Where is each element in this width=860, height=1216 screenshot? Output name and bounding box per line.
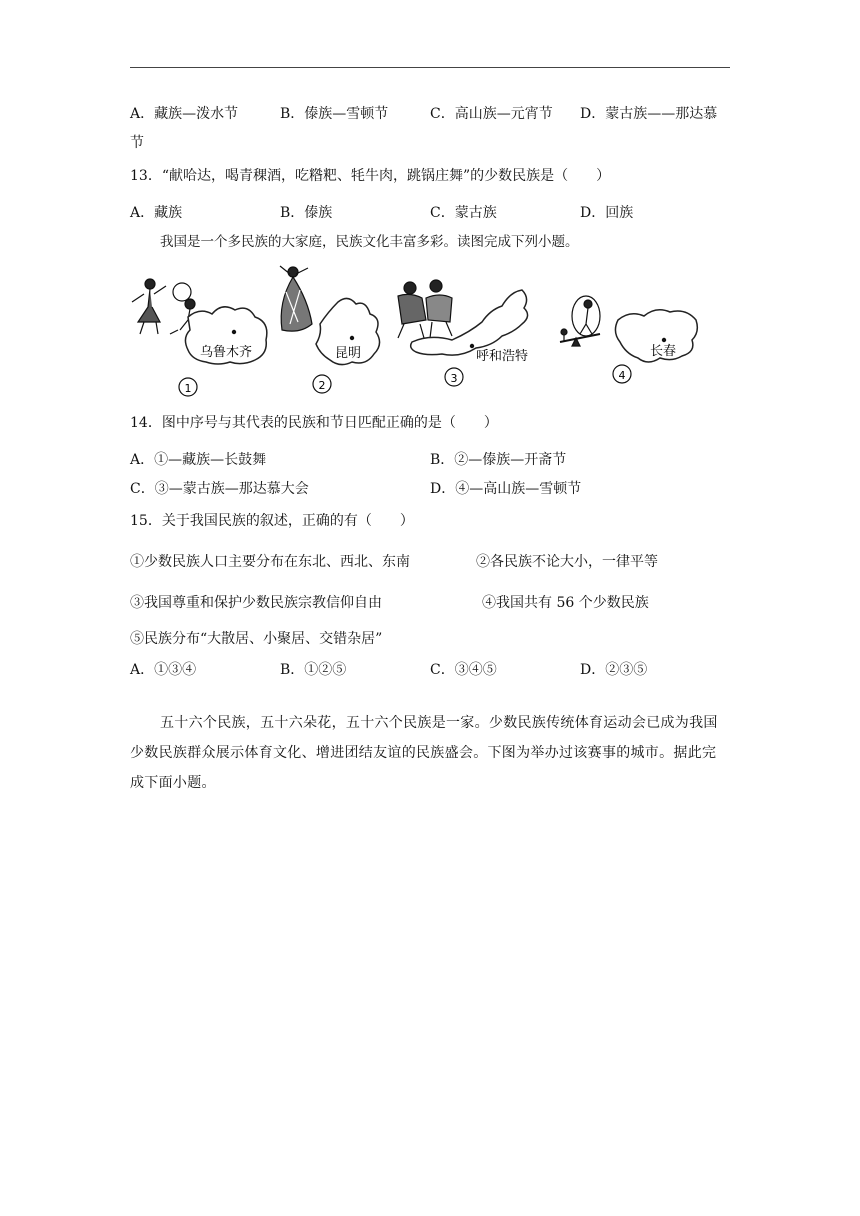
panel-number-4: 4 <box>618 369 626 382</box>
dancer-illustration-2 <box>280 266 312 331</box>
panel-number-1: 1 <box>184 382 192 395</box>
q13-stem: 13．“献哈达，喝青稞酒，吃糌粑、牦牛肉，跳锅庄舞”的少数民族是（ ） <box>130 168 611 184</box>
q15-option-b: B．①②⑤ <box>280 662 347 678</box>
q15-statement-1: ①少数民族人口主要分布在东北、西北、东南 <box>130 554 410 570</box>
changchun-dot <box>662 338 666 342</box>
panel-inner-mongolia <box>398 280 528 386</box>
ethnic-regions-figure <box>130 262 700 402</box>
panel-number-2: 2 <box>318 379 326 392</box>
hohhot-dot <box>470 344 474 348</box>
q13-option-c: C．蒙古族 <box>430 205 497 221</box>
q12-option-c: C．高山族—元宵节 <box>430 106 553 122</box>
city-label-kunming: 昆明 <box>335 346 362 361</box>
city-label-hohhot: 呼和浩特 <box>476 349 529 364</box>
seesaw-illustration-4 <box>560 296 600 346</box>
q15-option-d: D．②③⑤ <box>580 662 648 678</box>
urumqi-dot <box>232 330 236 334</box>
q13-option-a: A．藏族 <box>130 205 183 221</box>
q13-option-d: D．回族 <box>580 205 634 221</box>
q12-option-b: B．傣族—雪顿节 <box>280 106 389 122</box>
city-label-changchun: 长春 <box>650 344 677 359</box>
header-rule <box>130 67 730 68</box>
q12-option-a: A．藏族—泼水节 <box>130 106 239 122</box>
q14-option-b: B．②—傣族—开斋节 <box>430 452 567 468</box>
q12-option-d: D．蒙古族——那达慕 <box>580 106 718 122</box>
q14-option-c: C．③—蒙古族—那达慕大会 <box>130 481 309 497</box>
q15-statement-3: ③我国尊重和保护少数民族宗教信仰自由 <box>130 595 382 611</box>
q14-option-d: D．④—高山族—雪顿节 <box>430 481 582 497</box>
panel-jilin <box>560 296 697 383</box>
q14-option-a: A．①—藏族—长鼓舞 <box>130 452 267 468</box>
kunming-dot <box>350 336 354 340</box>
city-label-urumqi: 乌鲁木齐 <box>200 345 253 360</box>
panel-yunnan <box>280 266 380 393</box>
wrestlers-illustration-3 <box>398 280 452 338</box>
q15-option-c: C．③④⑤ <box>430 662 497 678</box>
q13-option-b: B．傣族 <box>280 205 333 221</box>
q15-statement-2: ②各民族不论大小，一律平等 <box>476 554 658 570</box>
intro-paragraph-2: 五十六个民族，五十六朵花，五十六个民族是一家。少数民族传统体育运动会已成为我国少数民族群众展示体育文化、增进团结友谊的民族盛会。下图为举办过该赛事的城市。据此完成下面小题。 <box>130 715 718 791</box>
panel-xinjiang <box>132 279 267 396</box>
q15-stem: 15．关于我国民族的叙述，正确的有（ ） <box>130 513 414 529</box>
q15-statement-4: ④我国共有 56 个少数民族 <box>482 595 649 611</box>
intro-paragraph-1: 我国是一个多民族的大家庭，民族文化丰富多彩。读图完成下列小题。 <box>160 234 579 250</box>
q12-option-d-wrap: 节 <box>130 135 144 151</box>
q14-stem: 14．图中序号与其代表的民族和节日匹配正确的是（ ） <box>130 415 498 431</box>
q15-option-a: A．①③④ <box>130 662 197 678</box>
panel-number-3: 3 <box>450 372 458 385</box>
q15-statement-5: ⑤民族分布“大散居、小聚居、交错杂居” <box>130 631 383 647</box>
